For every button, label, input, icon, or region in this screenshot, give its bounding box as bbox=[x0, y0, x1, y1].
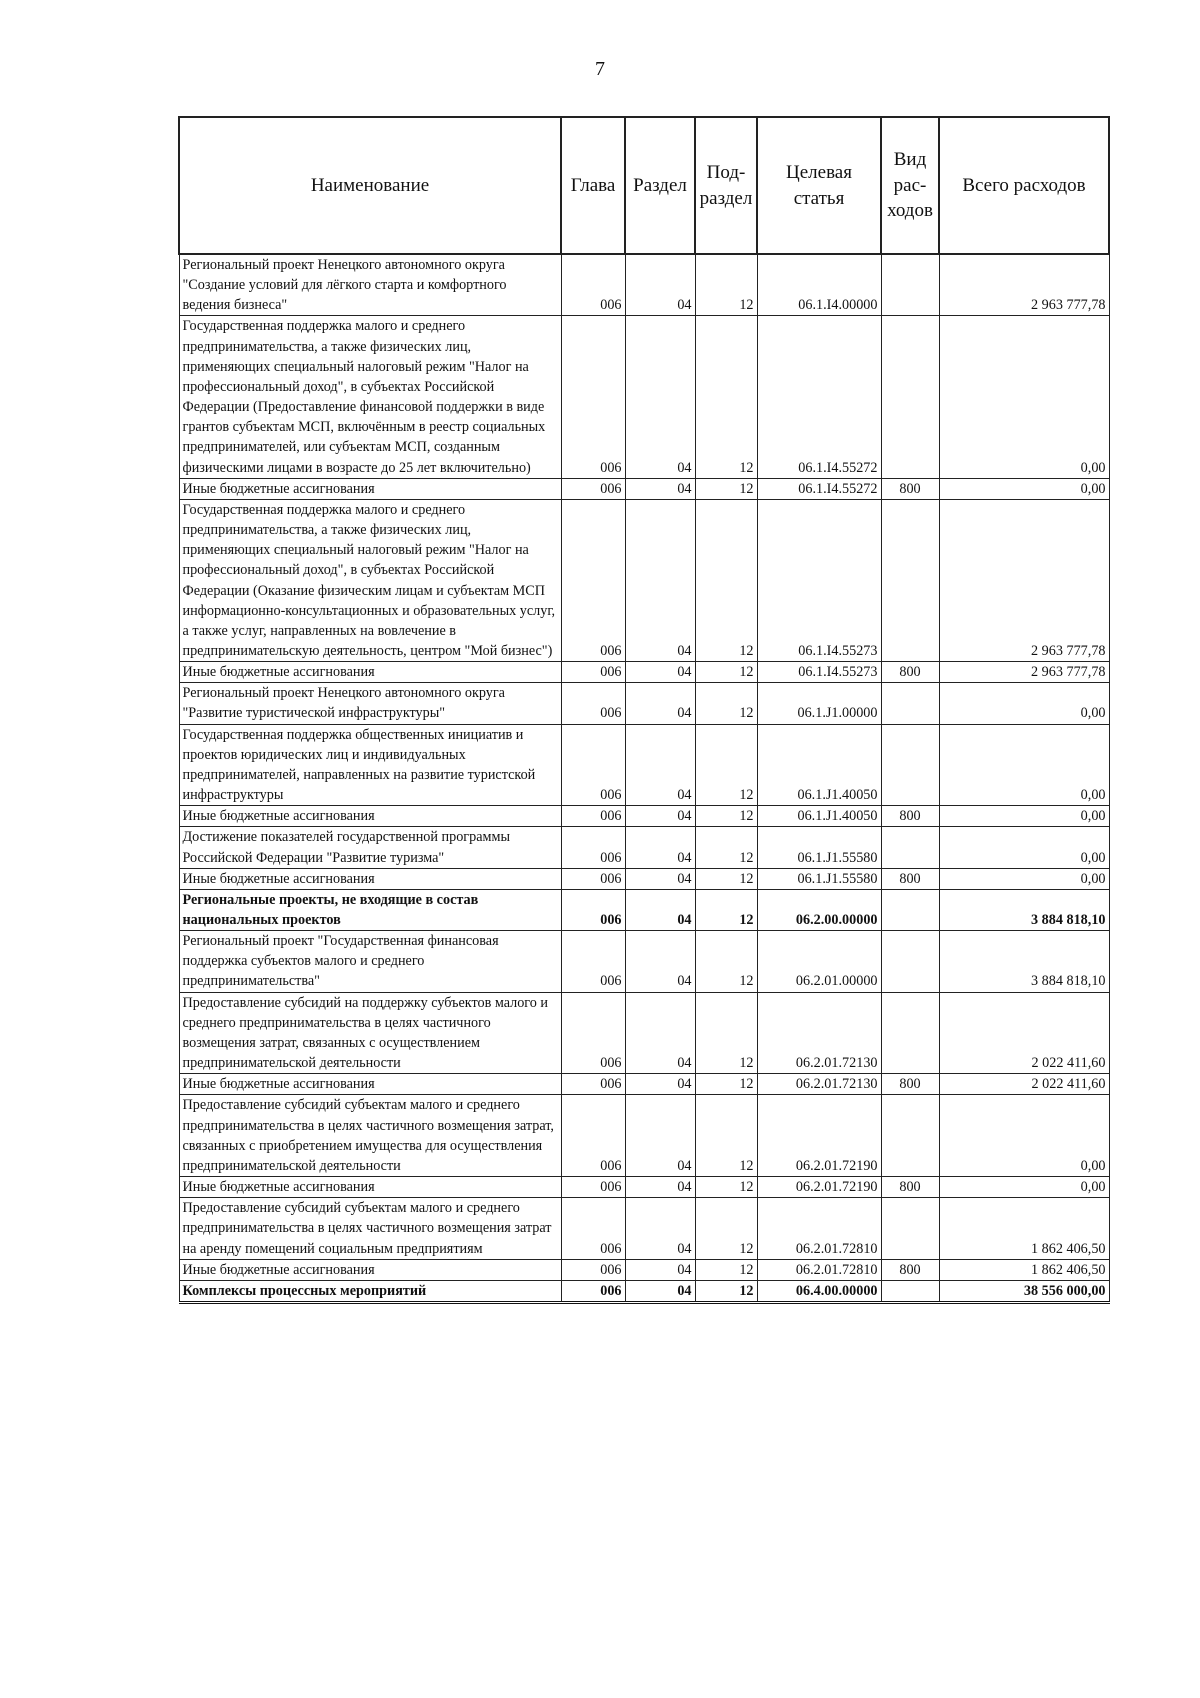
cell-section: 04 bbox=[625, 1177, 695, 1198]
cell-section: 04 bbox=[625, 683, 695, 724]
cell-total: 0,00 bbox=[939, 1177, 1109, 1198]
cell-total: 0,00 bbox=[939, 827, 1109, 868]
cell-chapter: 006 bbox=[561, 1177, 625, 1198]
cell-name: Государственная поддержка малого и среднего предпринимательства, а также физических лиц, применяющих специальный налоговый режим "Налог на профессиональный доход", в субъектах Российской Федерации (Предоставление финансовой поддержки в виде грантов субъектам МСП, включённым в реестр социальных предпринимателей, или субъектам МСП, созданным физическими лицами в возрасте до 25 лет включительно) bbox=[179, 316, 561, 478]
cell-subsection: 12 bbox=[695, 499, 757, 661]
header-target: Целевая статья bbox=[757, 117, 881, 254]
cell-kind bbox=[881, 1198, 939, 1259]
header-subsection: Под-раздел bbox=[695, 117, 757, 254]
cell-name: Предоставление субсидий субъектам малого и среднего предпринимательства в целях частичного возмещения затрат на аренду помещений социальным предприятиям bbox=[179, 1198, 561, 1259]
cell-total: 0,00 bbox=[939, 478, 1109, 499]
table-row bbox=[179, 827, 1109, 868]
cell-total: 0,00 bbox=[939, 724, 1109, 806]
cell-section: 04 bbox=[625, 1074, 695, 1095]
cell-subsection: 12 bbox=[695, 827, 757, 868]
cell-name: Государственная поддержка малого и среднего предпринимательства, а также физических лиц, применяющих специальный налоговый режим "Налог на профессиональный доход", в субъектах Российской Федерации (Оказание физическим лицам и субъектам МСП информационно-консультационных и образовательных услуг, а также услуг, направленных на вовлечение в предпринимательскую деятельность, центром "Мой бизнес") bbox=[179, 499, 561, 661]
table-row bbox=[179, 683, 1109, 724]
cell-name: Государственная поддержка общественных инициатив и проектов юридических лиц и индивидуальных предпринимателей, направленных на развитие туристской инфраструктуры bbox=[179, 724, 561, 806]
cell-chapter: 006 bbox=[561, 1198, 625, 1259]
cell-section: 04 bbox=[625, 499, 695, 661]
cell-section: 04 bbox=[625, 1095, 695, 1177]
cell-target: 06.1.I4.00000 bbox=[757, 254, 881, 316]
cell-total: 2 963 777,78 bbox=[939, 254, 1109, 316]
cell-chapter: 006 bbox=[561, 992, 625, 1074]
cell-total: 1 862 406,50 bbox=[939, 1198, 1109, 1259]
cell-subsection: 12 bbox=[695, 662, 757, 683]
cell-target: 06.1.J1.55580 bbox=[757, 868, 881, 889]
cell-target: 06.2.01.72130 bbox=[757, 992, 881, 1074]
table-row bbox=[179, 662, 1109, 683]
cell-subsection: 12 bbox=[695, 254, 757, 316]
cell-target: 06.1.J1.00000 bbox=[757, 683, 881, 724]
header-total: Всего расходов bbox=[939, 117, 1109, 254]
table-row bbox=[179, 1198, 1109, 1259]
cell-kind bbox=[881, 1095, 939, 1177]
cell-subsection: 12 bbox=[695, 1074, 757, 1095]
cell-section: 04 bbox=[625, 1259, 695, 1280]
cell-kind bbox=[881, 889, 939, 930]
header-name: Наименование bbox=[179, 117, 561, 254]
table-row bbox=[179, 1259, 1109, 1280]
cell-chapter: 006 bbox=[561, 1280, 625, 1302]
cell-total: 0,00 bbox=[939, 1095, 1109, 1177]
cell-name: Иные бюджетные ассигнования bbox=[179, 806, 561, 827]
cell-target: 06.2.00.00000 bbox=[757, 889, 881, 930]
cell-total: 0,00 bbox=[939, 868, 1109, 889]
table-row bbox=[179, 1177, 1109, 1198]
table-row bbox=[179, 868, 1109, 889]
cell-kind bbox=[881, 499, 939, 661]
cell-target: 06.2.01.00000 bbox=[757, 931, 881, 992]
cell-kind: 800 bbox=[881, 806, 939, 827]
cell-section: 04 bbox=[625, 1280, 695, 1302]
table-row bbox=[179, 316, 1109, 478]
cell-name: Предоставление субсидий субъектам малого и среднего предпринимательства в целях частичного возмещения затрат, связанных с приобретением имущества для осуществления предпринимательской деятельности bbox=[179, 1095, 561, 1177]
cell-name: Иные бюджетные ассигнования bbox=[179, 1074, 561, 1095]
cell-chapter: 006 bbox=[561, 478, 625, 499]
cell-kind: 800 bbox=[881, 478, 939, 499]
cell-subsection: 12 bbox=[695, 889, 757, 930]
table-row bbox=[179, 889, 1109, 930]
table-row bbox=[179, 1074, 1109, 1095]
cell-subsection: 12 bbox=[695, 316, 757, 478]
cell-total: 2 963 777,78 bbox=[939, 499, 1109, 661]
cell-total: 3 884 818,10 bbox=[939, 931, 1109, 992]
cell-section: 04 bbox=[625, 868, 695, 889]
cell-subsection: 12 bbox=[695, 683, 757, 724]
cell-name: Региональный проект "Государственная финансовая поддержка субъектов малого и среднего предпринимательства" bbox=[179, 931, 561, 992]
cell-subsection: 12 bbox=[695, 1177, 757, 1198]
cell-chapter: 006 bbox=[561, 683, 625, 724]
cell-name: Региональные проекты, не входящие в состав национальных проектов bbox=[179, 889, 561, 930]
cell-chapter: 006 bbox=[561, 316, 625, 478]
cell-kind bbox=[881, 254, 939, 316]
cell-total: 1 862 406,50 bbox=[939, 1259, 1109, 1280]
cell-name: Иные бюджетные ассигнования bbox=[179, 868, 561, 889]
cell-subsection: 12 bbox=[695, 806, 757, 827]
cell-chapter: 006 bbox=[561, 806, 625, 827]
table-row bbox=[179, 992, 1109, 1074]
cell-total: 2 022 411,60 bbox=[939, 1074, 1109, 1095]
header-chapter: Глава bbox=[561, 117, 625, 254]
cell-section: 04 bbox=[625, 931, 695, 992]
cell-name: Региональный проект Ненецкого автономного округа "Создание условий для лёгкого старта и комфортного ведения бизнеса" bbox=[179, 254, 561, 316]
table-row bbox=[179, 478, 1109, 499]
table-body bbox=[179, 254, 1109, 1302]
cell-chapter: 006 bbox=[561, 724, 625, 806]
cell-total: 2 963 777,78 bbox=[939, 662, 1109, 683]
cell-kind bbox=[881, 931, 939, 992]
cell-section: 04 bbox=[625, 254, 695, 316]
cell-chapter: 006 bbox=[561, 662, 625, 683]
cell-section: 04 bbox=[625, 478, 695, 499]
cell-chapter: 006 bbox=[561, 1259, 625, 1280]
cell-target: 06.1.I4.55273 bbox=[757, 499, 881, 661]
table-row bbox=[179, 499, 1109, 661]
cell-chapter: 006 bbox=[561, 889, 625, 930]
cell-target: 06.1.J1.55580 bbox=[757, 827, 881, 868]
cell-kind bbox=[881, 724, 939, 806]
cell-chapter: 006 bbox=[561, 827, 625, 868]
cell-section: 04 bbox=[625, 724, 695, 806]
cell-kind: 800 bbox=[881, 1259, 939, 1280]
cell-target: 06.1.J1.40050 bbox=[757, 724, 881, 806]
cell-total: 38 556 000,00 bbox=[939, 1280, 1109, 1302]
cell-target: 06.1.I4.55272 bbox=[757, 316, 881, 478]
cell-target: 06.1.J1.40050 bbox=[757, 806, 881, 827]
cell-subsection: 12 bbox=[695, 1280, 757, 1302]
cell-total: 0,00 bbox=[939, 683, 1109, 724]
table-row bbox=[179, 254, 1109, 316]
cell-chapter: 006 bbox=[561, 499, 625, 661]
budget-table bbox=[178, 116, 1110, 1304]
cell-chapter: 006 bbox=[561, 931, 625, 992]
table-header-row bbox=[179, 117, 1109, 254]
cell-subsection: 12 bbox=[695, 1198, 757, 1259]
cell-subsection: 12 bbox=[695, 931, 757, 992]
cell-total: 2 022 411,60 bbox=[939, 992, 1109, 1074]
cell-target: 06.1.I4.55273 bbox=[757, 662, 881, 683]
table-row bbox=[179, 1280, 1109, 1302]
cell-chapter: 006 bbox=[561, 868, 625, 889]
cell-target: 06.2.01.72190 bbox=[757, 1095, 881, 1177]
cell-name: Комплексы процессных мероприятий bbox=[179, 1280, 561, 1302]
cell-kind: 800 bbox=[881, 868, 939, 889]
cell-section: 04 bbox=[625, 1198, 695, 1259]
cell-section: 04 bbox=[625, 992, 695, 1074]
cell-subsection: 12 bbox=[695, 1095, 757, 1177]
cell-section: 04 bbox=[625, 827, 695, 868]
cell-kind bbox=[881, 316, 939, 478]
cell-total: 0,00 bbox=[939, 316, 1109, 478]
cell-name: Региональный проект Ненецкого автономного округа "Развитие туристической инфраструктуры" bbox=[179, 683, 561, 724]
cell-target: 06.1.I4.55272 bbox=[757, 478, 881, 499]
cell-name: Достижение показателей государственной программы Российской Федерации "Развитие туризма" bbox=[179, 827, 561, 868]
cell-name: Предоставление субсидий на поддержку субъектов малого и среднего предпринимательства в целях частичного возмещения затрат, связанных с осуществлением предпринимательской деятельности bbox=[179, 992, 561, 1074]
cell-name: Иные бюджетные ассигнования bbox=[179, 1177, 561, 1198]
cell-section: 04 bbox=[625, 806, 695, 827]
cell-section: 04 bbox=[625, 662, 695, 683]
table-row bbox=[179, 931, 1109, 992]
cell-subsection: 12 bbox=[695, 992, 757, 1074]
cell-subsection: 12 bbox=[695, 478, 757, 499]
cell-kind bbox=[881, 1280, 939, 1302]
cell-total: 3 884 818,10 bbox=[939, 889, 1109, 930]
cell-kind: 800 bbox=[881, 1074, 939, 1095]
cell-subsection: 12 bbox=[695, 1259, 757, 1280]
cell-name: Иные бюджетные ассигнования bbox=[179, 1259, 561, 1280]
cell-subsection: 12 bbox=[695, 868, 757, 889]
cell-target: 06.2.01.72810 bbox=[757, 1259, 881, 1280]
cell-chapter: 006 bbox=[561, 1074, 625, 1095]
header-section: Раздел bbox=[625, 117, 695, 254]
cell-name: Иные бюджетные ассигнования bbox=[179, 478, 561, 499]
table-row bbox=[179, 1095, 1109, 1177]
cell-subsection: 12 bbox=[695, 724, 757, 806]
cell-kind bbox=[881, 992, 939, 1074]
cell-target: 06.2.01.72130 bbox=[757, 1074, 881, 1095]
cell-total: 0,00 bbox=[939, 806, 1109, 827]
table-row bbox=[179, 724, 1109, 806]
cell-chapter: 006 bbox=[561, 1095, 625, 1177]
cell-kind: 800 bbox=[881, 662, 939, 683]
cell-name: Иные бюджетные ассигнования bbox=[179, 662, 561, 683]
header-kind: Вид рас-ходов bbox=[881, 117, 939, 254]
cell-section: 04 bbox=[625, 889, 695, 930]
cell-kind: 800 bbox=[881, 1177, 939, 1198]
cell-chapter: 006 bbox=[561, 254, 625, 316]
cell-target: 06.4.00.00000 bbox=[757, 1280, 881, 1302]
table-row bbox=[179, 806, 1109, 827]
cell-target: 06.2.01.72190 bbox=[757, 1177, 881, 1198]
cell-target: 06.2.01.72810 bbox=[757, 1198, 881, 1259]
cell-kind bbox=[881, 827, 939, 868]
cell-kind bbox=[881, 683, 939, 724]
page-number: 7 bbox=[595, 58, 605, 80]
cell-section: 04 bbox=[625, 316, 695, 478]
